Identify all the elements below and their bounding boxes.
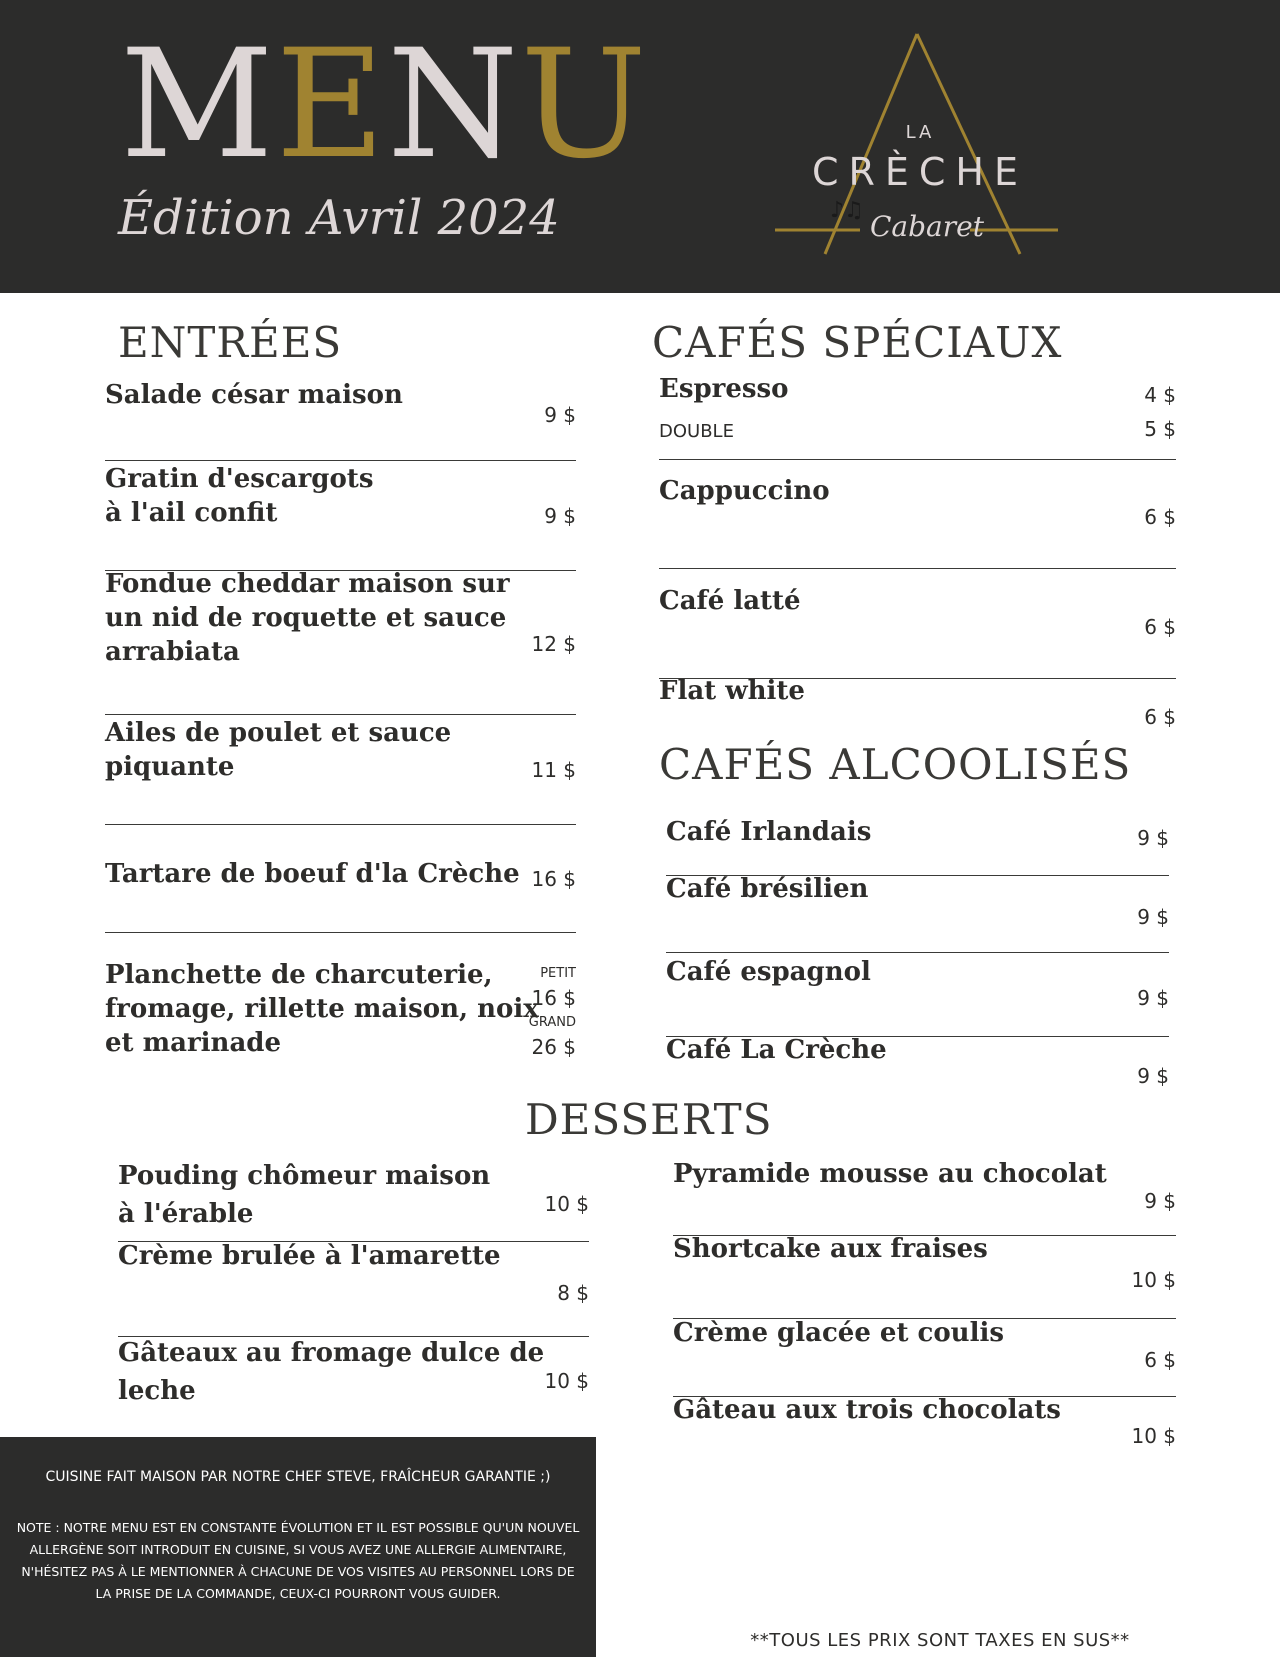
cafe-item-price: 6 $ <box>1144 505 1176 529</box>
divider <box>105 824 576 825</box>
dessert-item-price: 9 $ <box>1144 1189 1176 1213</box>
divider <box>659 568 1176 569</box>
size-label: PETIT <box>540 966 576 981</box>
music-notes-icon: ♪♫ <box>830 198 864 223</box>
cafe-item-price: 4 $ <box>1144 383 1176 407</box>
divider <box>666 952 1169 953</box>
cafe-item-price: 5 $ <box>1144 417 1176 441</box>
entree-item-price: 26 $ <box>531 1035 576 1059</box>
cafe-item-name: Café latté <box>659 586 801 616</box>
cafe-alcool-item-name: Café brésilien <box>666 874 869 904</box>
cafe-item-price: 6 $ <box>1144 705 1176 729</box>
chef-note: CUISINE FAIT MAISON PAR NOTRE CHEF STEVE, FRAÎCHEUR GARANTIE ;) <box>45 1469 551 1485</box>
entree-item-price: 12 $ <box>531 632 576 656</box>
dessert-item-price: 10 $ <box>1131 1268 1176 1292</box>
dessert-item-name: Gâteaux au fromage dulce de leche <box>118 1338 545 1406</box>
entree-item-price: 16 $ <box>531 986 576 1010</box>
cafe-item-name: Espresso <box>659 374 789 404</box>
cafes-speciaux-title: CAFÉS SPÉCIAUX <box>652 318 1063 367</box>
divider <box>659 459 1176 460</box>
entree-item-price: 9 $ <box>544 403 576 427</box>
dessert-item-price: 8 $ <box>557 1281 589 1305</box>
logo-la: LA <box>905 122 935 143</box>
kitchen-note-box <box>0 1437 596 1657</box>
entree-item-price: 9 $ <box>544 504 576 528</box>
cafe-item-name: Flat white <box>659 676 805 706</box>
cafe-alcool-item-name: Café La Crèche <box>666 1035 887 1065</box>
dessert-item-name: Crème brulée à l'amarette <box>118 1241 501 1271</box>
dessert-item-name: Shortcake aux fraises <box>673 1234 988 1264</box>
entree-item-name: Ailes de poulet et sauce piquante <box>105 718 452 782</box>
cafes-alcoolises-title: CAFÉS ALCOOLISÉS <box>659 740 1132 789</box>
entree-item-price: 11 $ <box>531 758 576 782</box>
header-banner <box>0 0 1280 293</box>
cafe-sub-label: DOUBLE <box>659 421 734 442</box>
entree-item-name: Tartare de boeuf d'la Crèche <box>105 859 520 889</box>
dessert-item-name: Pyramide mousse au chocolat <box>673 1159 1107 1189</box>
logo-sub: Cabaret <box>870 210 984 243</box>
entree-item-price: 16 $ <box>531 867 576 891</box>
cafe-item-price: 6 $ <box>1144 615 1176 639</box>
cafe-alcool-item-price: 9 $ <box>1137 986 1169 1010</box>
entree-item-name: Planchette de charcuterie, fromage, rillette maison, noix et marinade <box>105 960 539 1058</box>
dessert-item-name: Gâteau aux trois chocolats <box>673 1395 1061 1425</box>
divider <box>105 460 576 461</box>
edition-label: Édition Avril 2024 <box>118 190 560 246</box>
taxes-footer: **TOUS LES PRIX SONT TAXES EN SUS** <box>750 1630 1130 1651</box>
cafe-alcool-item-price: 9 $ <box>1137 1064 1169 1088</box>
cafe-item-name: Cappuccino <box>659 476 830 506</box>
dessert-item-name: Pouding chômeur maison à l'érable <box>118 1161 491 1229</box>
cafe-alcool-item-price: 9 $ <box>1137 905 1169 929</box>
allergy-note: NOTE : NOTRE MENU EST EN CONSTANTE ÉVOLUTION ET IL EST POSSIBLE QU'UN NOUVEL ALLERGÈNE SOIT INTRODUIT EN CUISINE, SI VOUS AVEZ UNE ALLERGIE ALIMENTAIRE, N'HÉSITEZ PAS À LE MENTIONNER À CHACUNE DE VOS VISITES AU PERSONNEL LORS DE LA PRISE DE LA COMMANDE, CEUX-CI POURRONT VOUS GUIDER. <box>16 1520 580 1601</box>
entree-item-name: Gratin d'escargots à l'ail confit <box>105 464 374 528</box>
dessert-item-price: 10 $ <box>544 1192 589 1216</box>
divider <box>105 932 576 933</box>
entree-item-name: Fondue cheddar maison sur un nid de roquette et sauce arrabiata <box>105 569 510 667</box>
logo-name: CRÈCHE <box>811 150 1029 194</box>
entree-item-name: Salade césar maison <box>105 380 403 410</box>
desserts-title: DESSERTS <box>525 1095 773 1144</box>
dessert-item-price: 10 $ <box>1131 1424 1176 1448</box>
logo <box>770 30 1070 260</box>
dessert-item-name: Crème glacée et coulis <box>673 1318 1004 1348</box>
cafe-alcool-item-price: 9 $ <box>1137 826 1169 850</box>
cafe-alcool-item-name: Café Irlandais <box>666 817 872 847</box>
size-label: GRAND <box>528 1015 576 1030</box>
cafe-alcool-item-name: Café espagnol <box>666 957 871 987</box>
dessert-item-price: 10 $ <box>544 1369 589 1393</box>
menu-title: MENU <box>120 18 649 192</box>
entrees-title: ENTRÉES <box>118 318 343 367</box>
dessert-item-price: 6 $ <box>1144 1348 1176 1372</box>
divider <box>105 714 576 715</box>
